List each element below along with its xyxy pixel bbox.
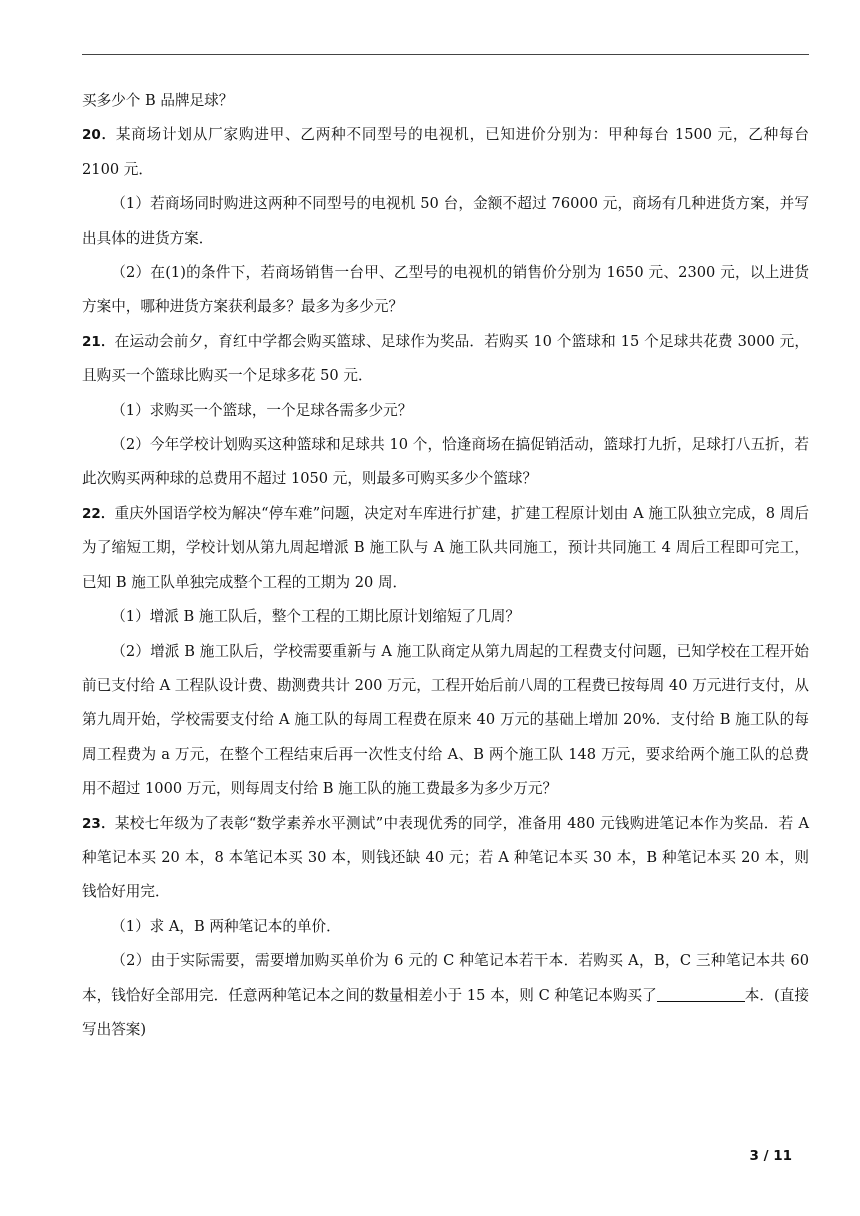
problem-21-part-1: （1）求购买一个篮球，一个足球各需多少元？ [111,401,413,419]
problem-number: 20． [82,127,116,144]
problem-20-stem: 20．某商场计划从厂家购进甲、乙两种不同型号的电视机，已知进价分别为：甲种每台 1500 元，乙种每台 2100 元． [82,126,809,178]
answer-blank[interactable] [657,985,745,1002]
problem-21-part-2: （2）今年学校计划购买这种篮球和足球共 10 个，恰逢商场在搞促销活动，篮球打九折，足球打八五折，若此次购买两种球的总费用不超过 1050 元，则最多可购买多少个篮球？ [82,436,809,488]
page-content [82,84,809,1047]
problem-22-part-1: （1）增派 B 施工队后，整个工程的工期比原计划缩短了几周？ [111,608,520,626]
problem-23-part-2: （2）由于实际需要，需要增加购买单价为 6 元的 C 种笔记本若干本．若购买 A，B，C 三种笔记本共 60 本，钱恰好全部用完．任意两种笔记本之间的数量相差小于 15 本，则 C 种笔记本购买了 本．(直接写出答案) [82,952,809,1038]
problem-23-part-1: （1）求 A，B 两种笔记本的单价． [111,917,341,935]
problem-number: 22． [82,505,115,522]
problem-23-stem: 23．某校七年级为了表彰“数学素养水平测试”中表现优秀的同学，准备用 480 元钱购进笔记本作为奖品．若 A 种笔记本买 20 本，8 本笔记本买 30 本，则钱还缺 40 元；若 A 种笔记本买 30 本，B 种笔记本买 20 本，则钱恰好用完． [82,814,809,901]
header-rule [82,54,809,55]
problem-21-stem: 21．在运动会前夕，育红中学都会购买篮球、足球作为奖品．若购买 10 个篮球和 15 个足球共花费 3000 元，且购买一个篮球比购买一个足球多花 50 元． [82,332,809,385]
problem-22-stem: 22．重庆外国语学校为解决“停车难”问题，决定对车库进行扩建，扩建工程原计划由 A 施工队独立完成，8 周后为了缩短工期，学校计划从第九周起增派 B 施工队与 A 施工队共同施工，预计共同施工 4 周后工程即可完工，已知 B 施工队单独完成整个工程的工期为 20 周． [82,504,809,591]
problem-20-part-2: （2）在(1)的条件下，若商场销售一台甲、乙型号的电视机的销售价分别为 1650 元、2300 元，以上进货方案中，哪种进货方案获利最多？最多为多少元？ [82,264,809,316]
problem-number: 21． [82,333,115,350]
problem-20-part-1: （1）若商场同时购进这两种不同型号的电视机 50 台，金额不超过 76000 元，商场有几种进货方案，并写出具体的进货方案． [82,195,809,247]
page-number: 3 / 11 [749,1148,792,1164]
continuation-text: 买多少个 B 品牌足球？ [82,92,234,109]
problem-22-part-2: （2）增派 B 施工队后，学校需要重新与 A 施工队商定从第九周起的工程费支付问题，已知学校在工程开始前已支付给 A 工程队设计费、勘测费共计 200 万元，工程开始后前八周的工程费已按每周 40 万元进行支付，从第九周开始，学校需要支付给 A 施工队的每周工程费在原来 40 万元的基础上增加 20%．支付给 B 施工队的每周工程费为 a 万元，在整个工程结束后再一次性支付给 A、B 两个施工队 148 万元，要求给两个施工队的总费用不超过 1000 万元，则每周支付给 B 施工队的施工费最多为多少万元？ [82,642,809,798]
problem-number: 23． [82,815,115,832]
